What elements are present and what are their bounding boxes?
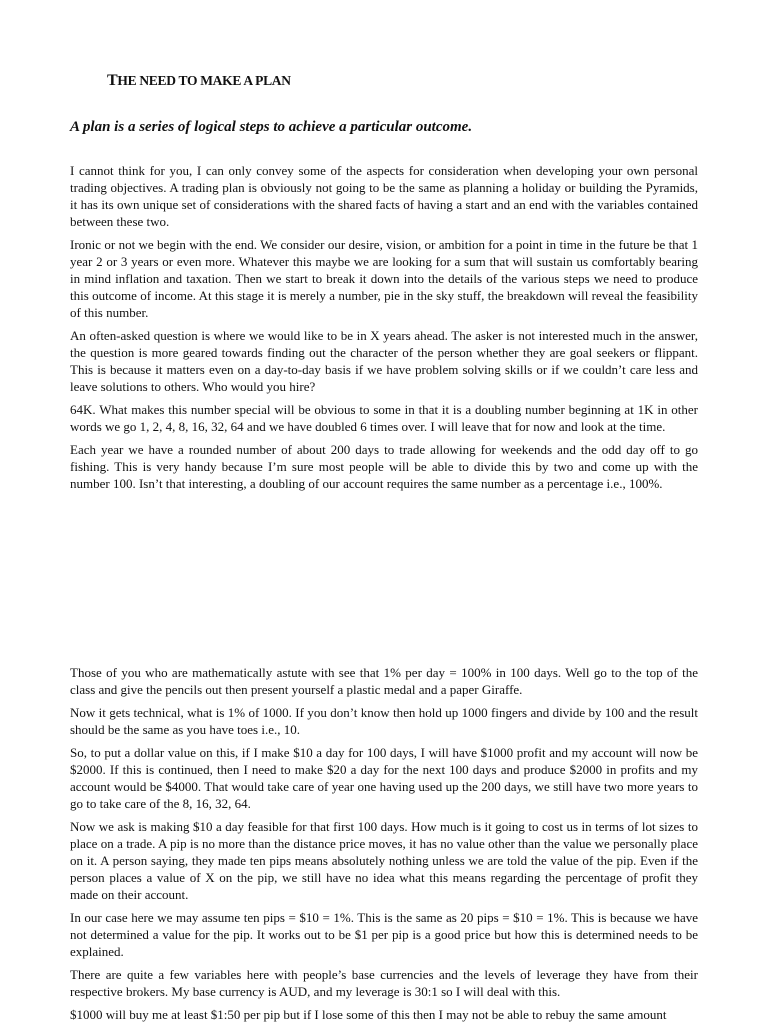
page-subtitle: A plan is a series of logical steps to achieve a particular outcome. — [70, 119, 473, 135]
paragraph: I cannot think for you, I can only convey some of the aspects for consideration when developing your own personal trading objectives. A trading plan is obviously not going to be the same as planning a holiday or building the Pyramids, it has its own unique set of considerations with the shared facts of having a start and an end with the variables contained between these two. — [70, 163, 698, 229]
page-title — [107, 72, 291, 90]
title-first-letter: T — [107, 72, 118, 89]
paragraph: Those of you who are mathematically astute with see that 1% per day = 100% in 100 days. Well go to the top of the class and give the pencils out then present yourself a plastic medal and a paper Giraffe. — [70, 665, 698, 697]
paragraph: In our case here we may assume ten pips = $10 = 1%. This is the same as 20 pips = $10 = 1%. This is because we have not determined a value for the pip. It works out to be $1 per pip is a good price but how this is determined needs to be explained. — [70, 910, 698, 959]
text-block-bottom — [70, 664, 698, 1024]
paragraph: So, to put a dollar value on this, if I make $10 a day for 100 days, I will have $1000 profit and my account will now be $2000. If this is continued, then I need to make $20 a day for the next 100 days and produce $2000 in profits and my account would be $4000. That would take care of year one having used up the 200 days, we still have two more years to go to take care of the 8, 16, 32, 64. — [70, 745, 698, 811]
paragraph: Now we ask is making $10 a day feasible for that first 100 days. How much is it going to cost us in terms of lot sizes to place on a trade. A pip is no more than the distance price moves, it has no value other than the value we personally place on it. A person saying, they made ten pips means absolutely nothing unless we are told the value of the pip. Even if the person places a value of X on the pip, we still have no idea what this means regarding the percentage of profit they made on their account. — [70, 819, 698, 902]
paragraph: Ironic or not we begin with the end. We consider our desire, vision, or ambition for a point in time in the future be that 1 year 2 or 3 years or even more. Whatever this maybe we are looking for a sum that will sustain us comfortably bearing in mind inflation and taxation. Then we start to break it down into the details of the various steps we need to produce this outcome of income. At this stage it is merely a number, pie in the sky stuff, the breakdown will reveal the feasibility of this number. — [70, 237, 698, 320]
title-rest: HE NEED TO MAKE A PLAN — [117, 73, 291, 88]
text-block-top — [70, 162, 698, 498]
paragraph: $1000 will buy me at least $1:50 per pip but if I lose some of this then I may not be able to rebuy the same amount — [70, 1007, 667, 1022]
paragraph: Each year we have a rounded number of about 200 days to trade allowing for weekends and the odd day off to go fishing. This is very handy because I’m sure most people will be able to divide this by two and come up with the number 100. Isn’t that interesting, a doubling of our account requires the same number as a percentage i.e., 100%. — [70, 442, 698, 491]
paragraph: Now it gets technical, what is 1% of 1000. If you don’t know then hold up 1000 fingers and divide by 100 and the result should be the same as you have toes i.e., 10. — [70, 705, 698, 737]
paragraph: There are quite a few variables here with people’s base currencies and the levels of leverage they have from their respective brokers. My base currency is AUD, and my leverage is 30:1 so I will deal with this. — [70, 967, 698, 999]
paragraph: 64K. What makes this number special will be obvious to some in that it is a doubling number beginning at 1K in other words we go 1, 2, 4, 8, 16, 32, 64 and we have doubled 6 times over. I will leave that for now and look at the time. — [70, 402, 698, 434]
paragraph: An often-asked question is where we would like to be in X years ahead. The asker is not interested much in the answer, the question is more geared towards finding out the character of the person whether they are goal seekers or flippant. This is because it matters even on a day-to-day basis if we have problem solving skills or if we couldn’t care less and leave solutions to others. Who would you hire? — [70, 328, 698, 394]
